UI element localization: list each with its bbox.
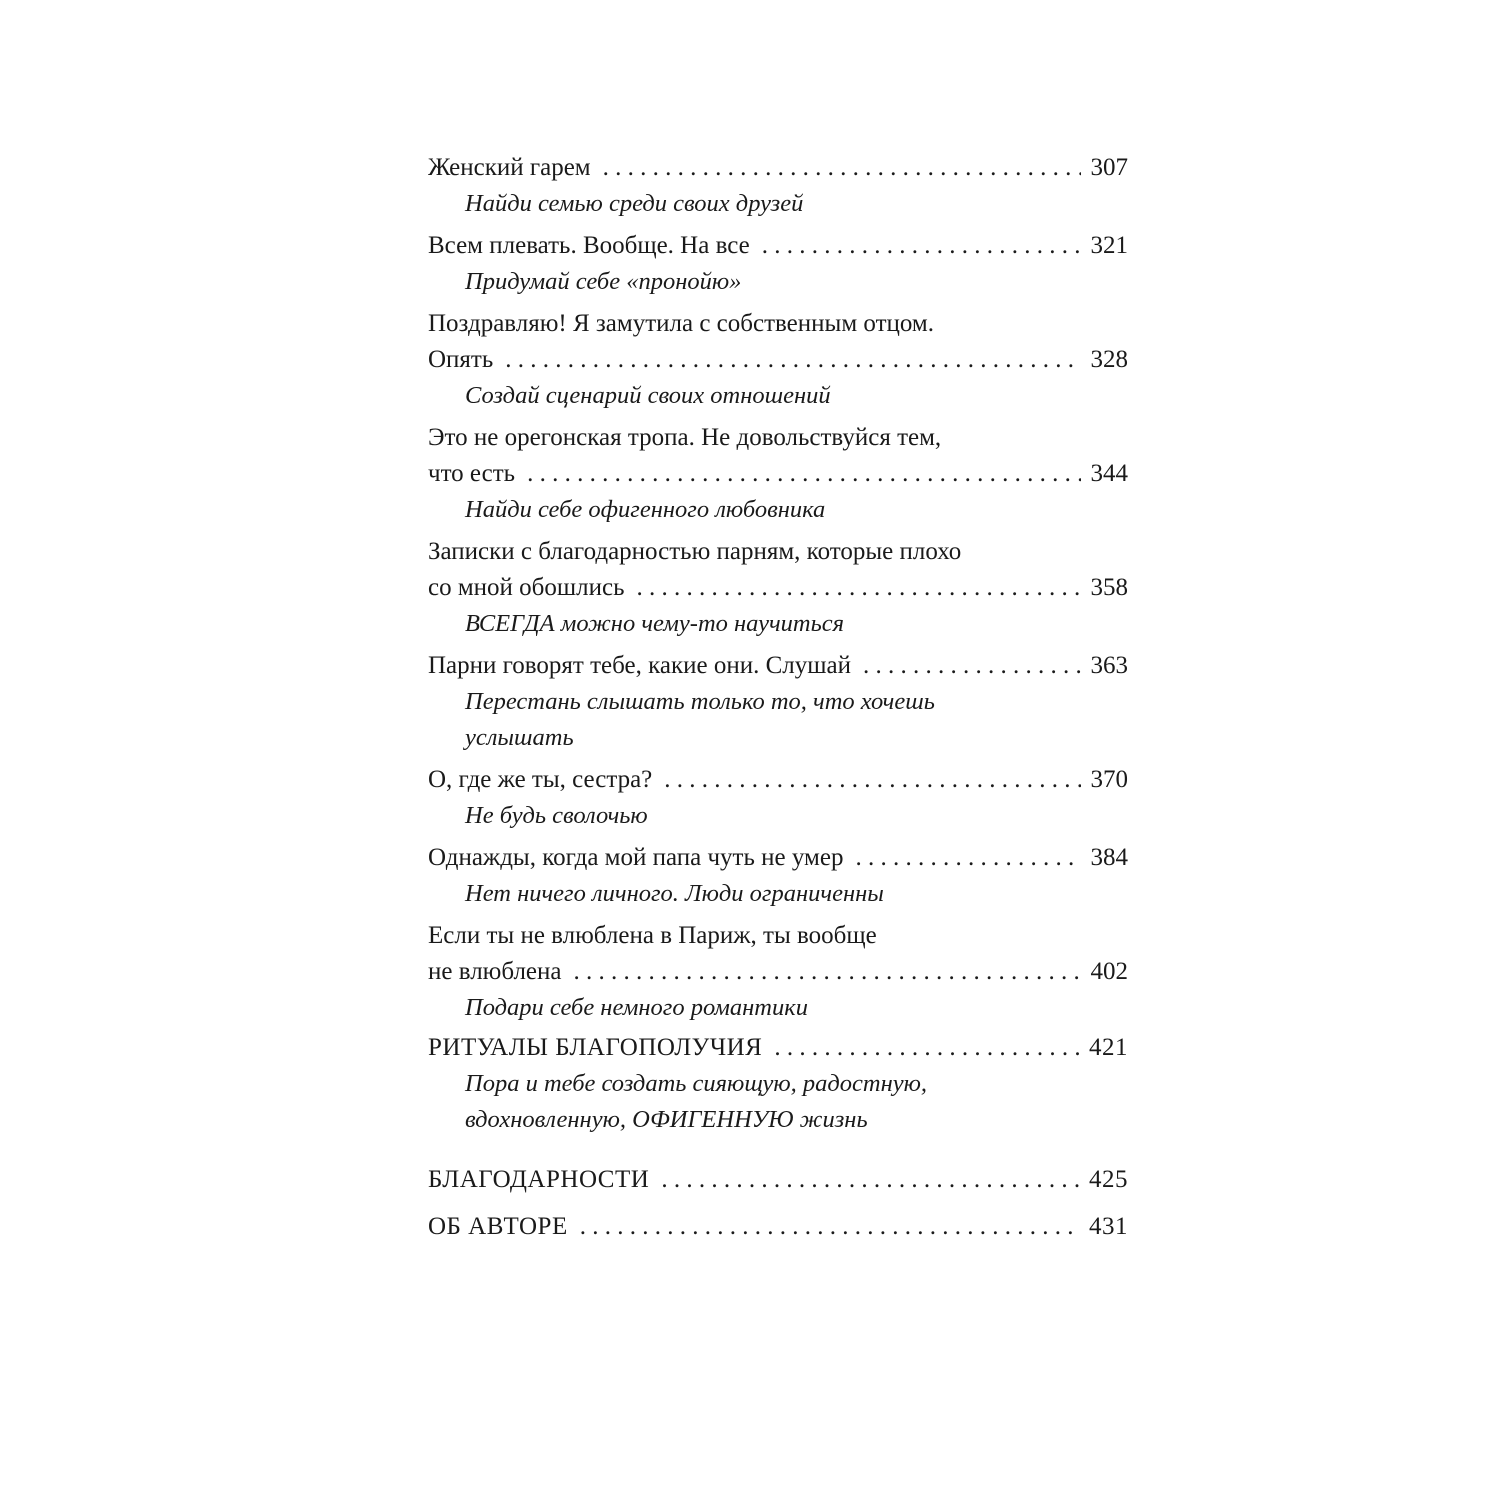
- toc-entry-line: [428, 1162, 1128, 1198]
- toc-entry-title: Парни говорят тебе, какие они. Слушай: [428, 652, 851, 679]
- toc-entry: [428, 150, 1128, 222]
- toc-entry-title: Женский гарем: [428, 154, 591, 181]
- toc-entry-subtitle: услышать: [465, 724, 574, 751]
- dot-leader: [762, 228, 1081, 264]
- toc-page-number: 307: [1090, 154, 1128, 181]
- toc-entry: [428, 306, 1128, 414]
- dot-leader: [863, 648, 1081, 684]
- dot-leader: [505, 342, 1080, 378]
- toc-entry-title: О, где же ты, сестра?: [428, 766, 653, 793]
- toc-entry: [428, 762, 1128, 834]
- toc-entry: [428, 228, 1128, 300]
- toc-entry: [428, 648, 1128, 756]
- toc-page-number: 425: [1089, 1166, 1128, 1193]
- toc-entry-line: [428, 762, 1128, 798]
- toc-entry-line: [428, 954, 1128, 990]
- toc-entry-subtitle: Создай сценарий своих отношений: [465, 382, 831, 409]
- toc-entry: [428, 918, 1128, 1026]
- toc-page-number: 321: [1090, 232, 1128, 259]
- toc-entry-subtitle: Пора и тебе создать сияющую, радостную,: [465, 1070, 928, 1097]
- dot-leader: [603, 150, 1081, 186]
- toc-page-number: 328: [1090, 346, 1128, 373]
- toc-page-number: 363: [1090, 652, 1128, 679]
- toc-entry-line: [428, 570, 1128, 606]
- toc-entry-line: [428, 840, 1128, 876]
- dot-leader: [664, 762, 1080, 798]
- toc-entry-subtitle: Найди себе офигенного любовника: [465, 496, 826, 523]
- toc-entry-line: [428, 456, 1128, 492]
- toc-entry: [428, 420, 1128, 528]
- toc-entry: [428, 1209, 1128, 1245]
- toc-entry-subtitle: Не будь сволочью: [465, 802, 648, 829]
- toc-entry: [428, 1162, 1128, 1198]
- toc-page-number: 370: [1090, 766, 1128, 793]
- dot-leader: [774, 1030, 1079, 1066]
- toc-entry-title: не влюблена: [428, 958, 562, 985]
- toc-entry-title: что есть: [428, 460, 516, 487]
- table-of-contents: [428, 150, 1128, 1245]
- toc-entry: [428, 1030, 1128, 1138]
- toc-entry-title-line: Поздравляю! Я замутила с собственным отцом.: [428, 310, 934, 337]
- toc-entry-line: [428, 1030, 1128, 1066]
- toc-entry-line: [428, 228, 1128, 264]
- dot-leader: [637, 570, 1081, 606]
- toc-page-number: 384: [1090, 844, 1128, 871]
- toc-entry-title: Опять: [428, 346, 494, 373]
- toc-entry-title: ОБ АВТОРЕ: [428, 1213, 568, 1240]
- dot-leader: [661, 1162, 1079, 1198]
- toc-entry-title: Однажды, когда мой папа чуть не умер: [428, 844, 844, 871]
- toc-entry-title: РИТУАЛЫ БЛАГОПОЛУЧИЯ: [428, 1034, 763, 1061]
- dot-leader: [574, 954, 1081, 990]
- toc-entry-line: [428, 648, 1128, 684]
- toc-entry-title: со мной обошлись: [428, 574, 625, 601]
- toc-entry-line: [428, 342, 1128, 378]
- toc-page-number: 421: [1089, 1034, 1128, 1061]
- toc-entry: [428, 840, 1128, 912]
- toc-entry: [428, 534, 1128, 642]
- toc-entry-title-line: Это не орегонская тропа. Не довольствуйся тем,: [428, 424, 942, 451]
- toc-entry-title-line: Записки с благодарностью парням, которые плохо: [428, 538, 962, 565]
- toc-entry-line: [428, 150, 1128, 186]
- toc-entry-subtitle: Подари себе немного романтики: [465, 994, 808, 1021]
- toc-entry-title: Всем плевать. Вообще. На все: [428, 232, 750, 259]
- dot-leader: [855, 840, 1080, 876]
- toc-page-number: 402: [1090, 958, 1128, 985]
- toc-page-number: 431: [1089, 1213, 1128, 1240]
- toc-entry-subtitle: Придумай себе «пронойю»: [465, 268, 742, 295]
- toc-entry-title-line: Если ты не влюблена в Париж, ты вообще: [428, 922, 877, 949]
- toc-entry-line: [428, 1209, 1128, 1245]
- toc-entry-subtitle: Нет ничего личного. Люди ограниченны: [465, 880, 884, 907]
- toc-entry-subtitle: ВСЕГДА можно чему-то научиться: [465, 610, 845, 637]
- toc-entry-title: БЛАГОДАРНОСТИ: [428, 1166, 650, 1193]
- dot-leader: [527, 456, 1080, 492]
- toc-page-number: 344: [1090, 460, 1128, 487]
- toc-entry-subtitle: Перестань слышать только то, что хочешь: [465, 688, 935, 715]
- dot-leader: [580, 1209, 1079, 1245]
- toc-entry-subtitle: вдохновленную, ОФИГЕННУЮ жизнь: [465, 1106, 868, 1133]
- toc-page-number: 358: [1090, 574, 1128, 601]
- toc-entry-subtitle: Найди семью среди своих друзей: [465, 190, 804, 217]
